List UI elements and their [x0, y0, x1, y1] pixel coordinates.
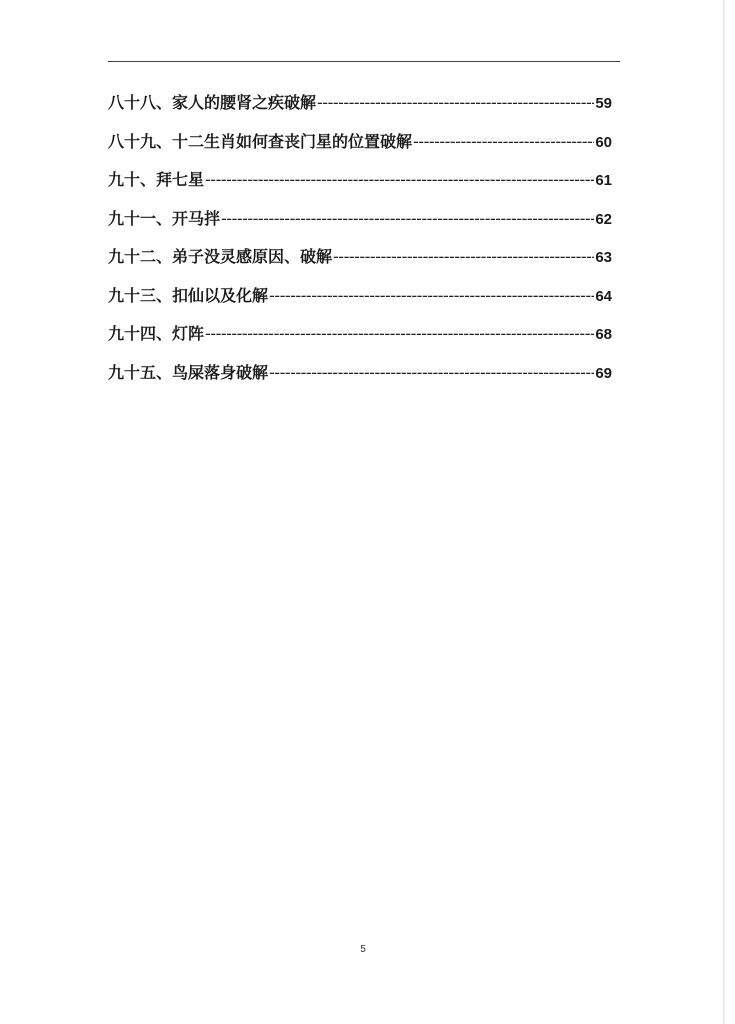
toc-page-number: 61	[595, 172, 612, 189]
toc-dot-leader	[317, 86, 594, 120]
toc-page-number: 60	[595, 133, 612, 151]
toc-entry-title: 九十四、灯阵	[108, 324, 205, 343]
toc-page-number: 64	[595, 287, 612, 305]
toc-entry-title: 九十三、扣仙以及化解	[108, 285, 269, 305]
toc-entry-title: 八十九、十二生肖如何查丧门星的位置破解	[108, 131, 413, 151]
toc-page-number: 69	[595, 364, 612, 382]
toc-page-number: 63	[595, 249, 612, 266]
toc-entry-title: 九十一、开马拌	[108, 208, 221, 228]
toc-page-number: 68	[595, 326, 612, 343]
toc-entry-92[interactable]	[108, 240, 612, 279]
toc-dot-leader	[205, 317, 594, 351]
toc-entry-94[interactable]	[108, 317, 612, 356]
header-rule	[108, 61, 620, 62]
toc-entry-95[interactable]	[108, 356, 612, 395]
toc-dot-leader	[333, 240, 594, 274]
page-edge-shadow	[723, 0, 725, 1024]
toc-dot-leader	[205, 163, 594, 197]
toc-entry-title: 九十二、弟子没灵感原因、破解	[108, 247, 333, 266]
page-footer-number: 5	[360, 944, 366, 955]
toc-dot-leader	[413, 125, 594, 159]
table-of-contents	[108, 86, 612, 394]
toc-entry-88[interactable]	[108, 86, 612, 125]
toc-dot-leader	[221, 202, 594, 236]
toc-entry-90[interactable]	[108, 163, 612, 202]
toc-dot-leader	[269, 279, 594, 313]
toc-page-number: 59	[595, 95, 612, 112]
toc-entry-title: 九十、拜七星	[108, 170, 205, 189]
toc-page-number: 62	[595, 210, 612, 228]
toc-entry-91[interactable]	[108, 202, 612, 241]
toc-entry-title: 九十五、鸟屎落身破解	[108, 362, 269, 382]
toc-entry-89[interactable]	[108, 125, 612, 164]
toc-dot-leader	[269, 356, 594, 390]
toc-entry-93[interactable]	[108, 279, 612, 318]
toc-entry-title: 八十八、家人的腰肾之疾破解	[108, 93, 317, 112]
